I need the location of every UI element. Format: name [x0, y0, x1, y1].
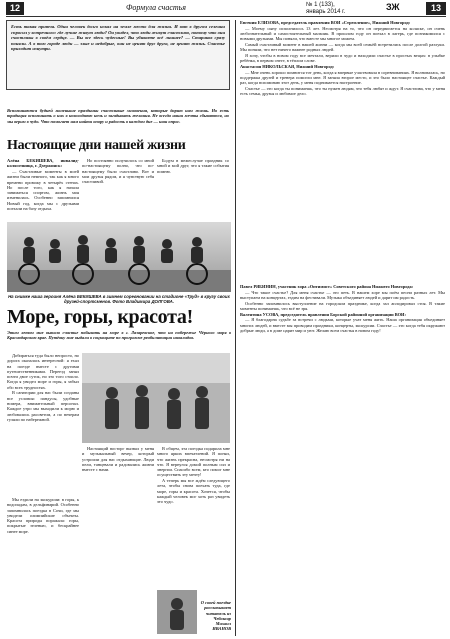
right-col-top	[240, 20, 445, 282]
page-number-right: 13	[426, 2, 446, 15]
article2-title: Море, горы, красота!	[7, 306, 193, 328]
sea-photo	[82, 353, 230, 443]
right-para6: — Что такое счастье? Для меня счастье — это петь. В нашем хоре мы поём песни разных лет. Мы выступаем на концертах, ездим на фестивали. Музыка объединяет людей и дарит им радость.	[240, 289, 445, 300]
right-author4: Валентина УСОВА, председатель правления Борской районной организации ВОИ:	[240, 311, 406, 317]
article2-para4: Настоящий восторг вызвал у меня и музыкальный вечер, который устроили для нас отдыхающие. Люди пели, танцевали и радовались жизни вместе с нами.	[82, 446, 154, 473]
athletes-photo	[7, 222, 231, 292]
article2-col3	[157, 446, 230, 586]
article1-author: Алёна БЕКИШЕВА, инвалид-колясочница, г. Дзержинск:	[7, 158, 79, 169]
right-para4: — Мне очень хорошо помнится тот день, когда я впервые участвовала в соревнованиях. Я волновалась, но поддержка друзей и тренера помогли мне. Я заняла второе место, и это было настоящее счастье. Каждый раз, когда вспоминаю этот день, у меня поднимается настроение.	[240, 69, 445, 86]
parable-box	[6, 20, 230, 90]
page-header	[6, 2, 446, 17]
right-para7: Особенно запомнилось выступление на городском празднике, когда зал аплодировал стоя. В такие моменты понимаешь, что всё не зря.	[240, 300, 445, 311]
article1-para2: Но постоянно получилось со мной по-настоящему полно, что по-настоящему было счастливо. Вот и мои друзья рядом, и я чувствую себя счастливой.	[82, 158, 154, 185]
article2-col1	[7, 353, 79, 493]
right-para8: — Я благодарна судьбе за встречи с людьми, которые учат меня жить. Наша организация объединяет многих людей, и вместе мы проводим праздники, концерты, экскурсии. Счастье — это когда тебя окружают добрые люди, а в доме царит мир и уют. Желаю всем счастья в новом году!	[240, 317, 445, 333]
right-author1: Евгения ЕЛИЗОВА, председатель правления ВОИ «Стремление», Нижний Новгород:	[240, 20, 411, 25]
article1-intro: Вспоминаются будней маленькие праздники счастливые мгновения, которые дарит нам жизнь. Но есть традиция вспоминать о них в новогоднюю ночь и загадывать желания. Не всегда наши мечты сбываются, но мы верим в чудо. Что помогает нам найти опору и радость в каждом дне — наш опрос.	[7, 108, 229, 124]
article2-col2	[82, 446, 154, 636]
article2-signature: О своей поездке рассказывает читатель из Чебоксар Михаил ИВАНОВ	[200, 600, 231, 632]
article2-para1: Добираться туда было непросто, но дорога оказалась интересной: я ехал на поезде вместе с другими путешественниками. Переезд занял почти двое суток, но это того стоило. Когда я увидел море и горы, я забыл обо всех трудностях.	[7, 353, 79, 390]
right-author3: Павел РЯБИНИН, участник хора «Оптимист» Советского района Нижнего Новгорода:	[240, 284, 414, 289]
article2-para2: В санатории для нас были созданы все условия: пандусы, удобные номера, внимательный персонал. Каждое утро мы выходили к морю и любовались рассветом, а по вечерам гуляли по набережной.	[7, 390, 79, 422]
photo1-caption: На снимке наша героиня Алёна БЕКИШЕВА в зимнем соревновании на стадионе «Труд» в кругу своих друзей-спортсменов. Фото Владимира ДОЛГОВА.	[8, 294, 230, 304]
right-author2: Анастасия НИКОЛЬСКАЯ, Нижний Новгород:	[240, 63, 335, 69]
column-divider	[235, 20, 236, 636]
parable-text: Есть такая притча. Один человек долго искал на земле место для жизни. И вот в другом селении спросил у встречного: где лучше живут люди? Он увидел, что люди живут счастливо, потому что они счастливы в своём сердце. — Вы все здесь чудесные! Вы убиваете всё лишнее? — Стариков сразу поняли. А в том городе люди — злые и недобрые, они не ценят друг друга, не ценят жизнь. Счастье приходит изнутри.	[11, 24, 225, 51]
article1-col3	[157, 158, 229, 220]
article2-intro: Этим летом мне выпало счастье побывать на море в г. Лазаревское, что на побережье Чёрного моря в Краснодарском крае. Путёвку мне выдали в соцзащите по программе реабилитации инвалидов.	[7, 330, 231, 341]
article2-col1b	[7, 497, 79, 637]
issue-number: № 1 (133),	[306, 2, 335, 8]
article2-para3: Мы ездили на экскурсии: в горы, к водопадам, в дельфинарий. Особенно запомнилась поездка в Сочи, где мы увидели олимпийские объекты. Красота природы поражала: горы, покрытые зеленью, и бескрайнее синее море.	[7, 497, 79, 534]
article1-title: Настоящие дни нашей жизни	[7, 138, 186, 153]
article1-para1: — Счастливые моменты в моей жизни были немного, так как я много времени провожу в четырёх стенах. Но после того, как я начала заниматься спортом, жизнь моя изменилась. Особенно запомнился Новый год, когда мы с друзьями поехали на базу отдыха.	[7, 168, 79, 212]
right-para1: — Моему сыну исполнилось 13 лет. Несмотря на то, что он передвигается на коляске, он очень любознательный и самостоятельный мальчик. В прошлом году он поехал в лагерь, где познакомился с новыми друзьями. Мы поняли, что вместе мы многое можем.	[240, 25, 445, 42]
article1-col1	[7, 158, 79, 220]
right-para5: Счастье — это когда ты понимаешь, что ты нужен людям, что тебя любят и ждут. Я счастлива, что у меня есть семья, друзья и любимое дело.	[240, 85, 445, 97]
right-col-bottom	[240, 284, 445, 636]
resort-photo	[157, 590, 197, 634]
right-para3: Я хочу, чтобы в новом году все мечтали, верили в чудо и находили счастье в простых вещах: в улыбке ребёнка, в первом снеге, в тёплом слове.	[240, 52, 445, 64]
right-para2: Самый счастливый момент в нашей жизни — когда мы всей семьёй встретились после долгой разлуки. Мы поняли, что нет ничего важнее родных людей.	[240, 41, 445, 53]
issue-info	[306, 2, 345, 16]
article2-para6: А теперь мы все ждём следующего лета, чтобы снова поехать туда, где море, горы и красота. Хочется, чтобы каждый человек мог хоть раз увидеть это чудо.	[157, 478, 230, 505]
newspaper-logo: ЗЖ	[386, 2, 400, 12]
article1-para3: Бодум в межеслучае праздник со мной и мой друг, что я такие события помню.	[157, 158, 229, 174]
page-number-left: 12	[6, 2, 24, 15]
issue-date: январь 2014 г.	[306, 9, 346, 15]
section-title: Формула счастья	[126, 3, 187, 12]
article2-para5: В общем, эта поездка подарила мне много ярких впечатлений. Я понял, что жизнь прекрасна, несмотря ни на что. Я вернулся домой полным сил и энергии. Спасибо всем, кто помог мне осуществить эту мечту!	[157, 446, 230, 478]
article1-col2	[82, 158, 154, 220]
